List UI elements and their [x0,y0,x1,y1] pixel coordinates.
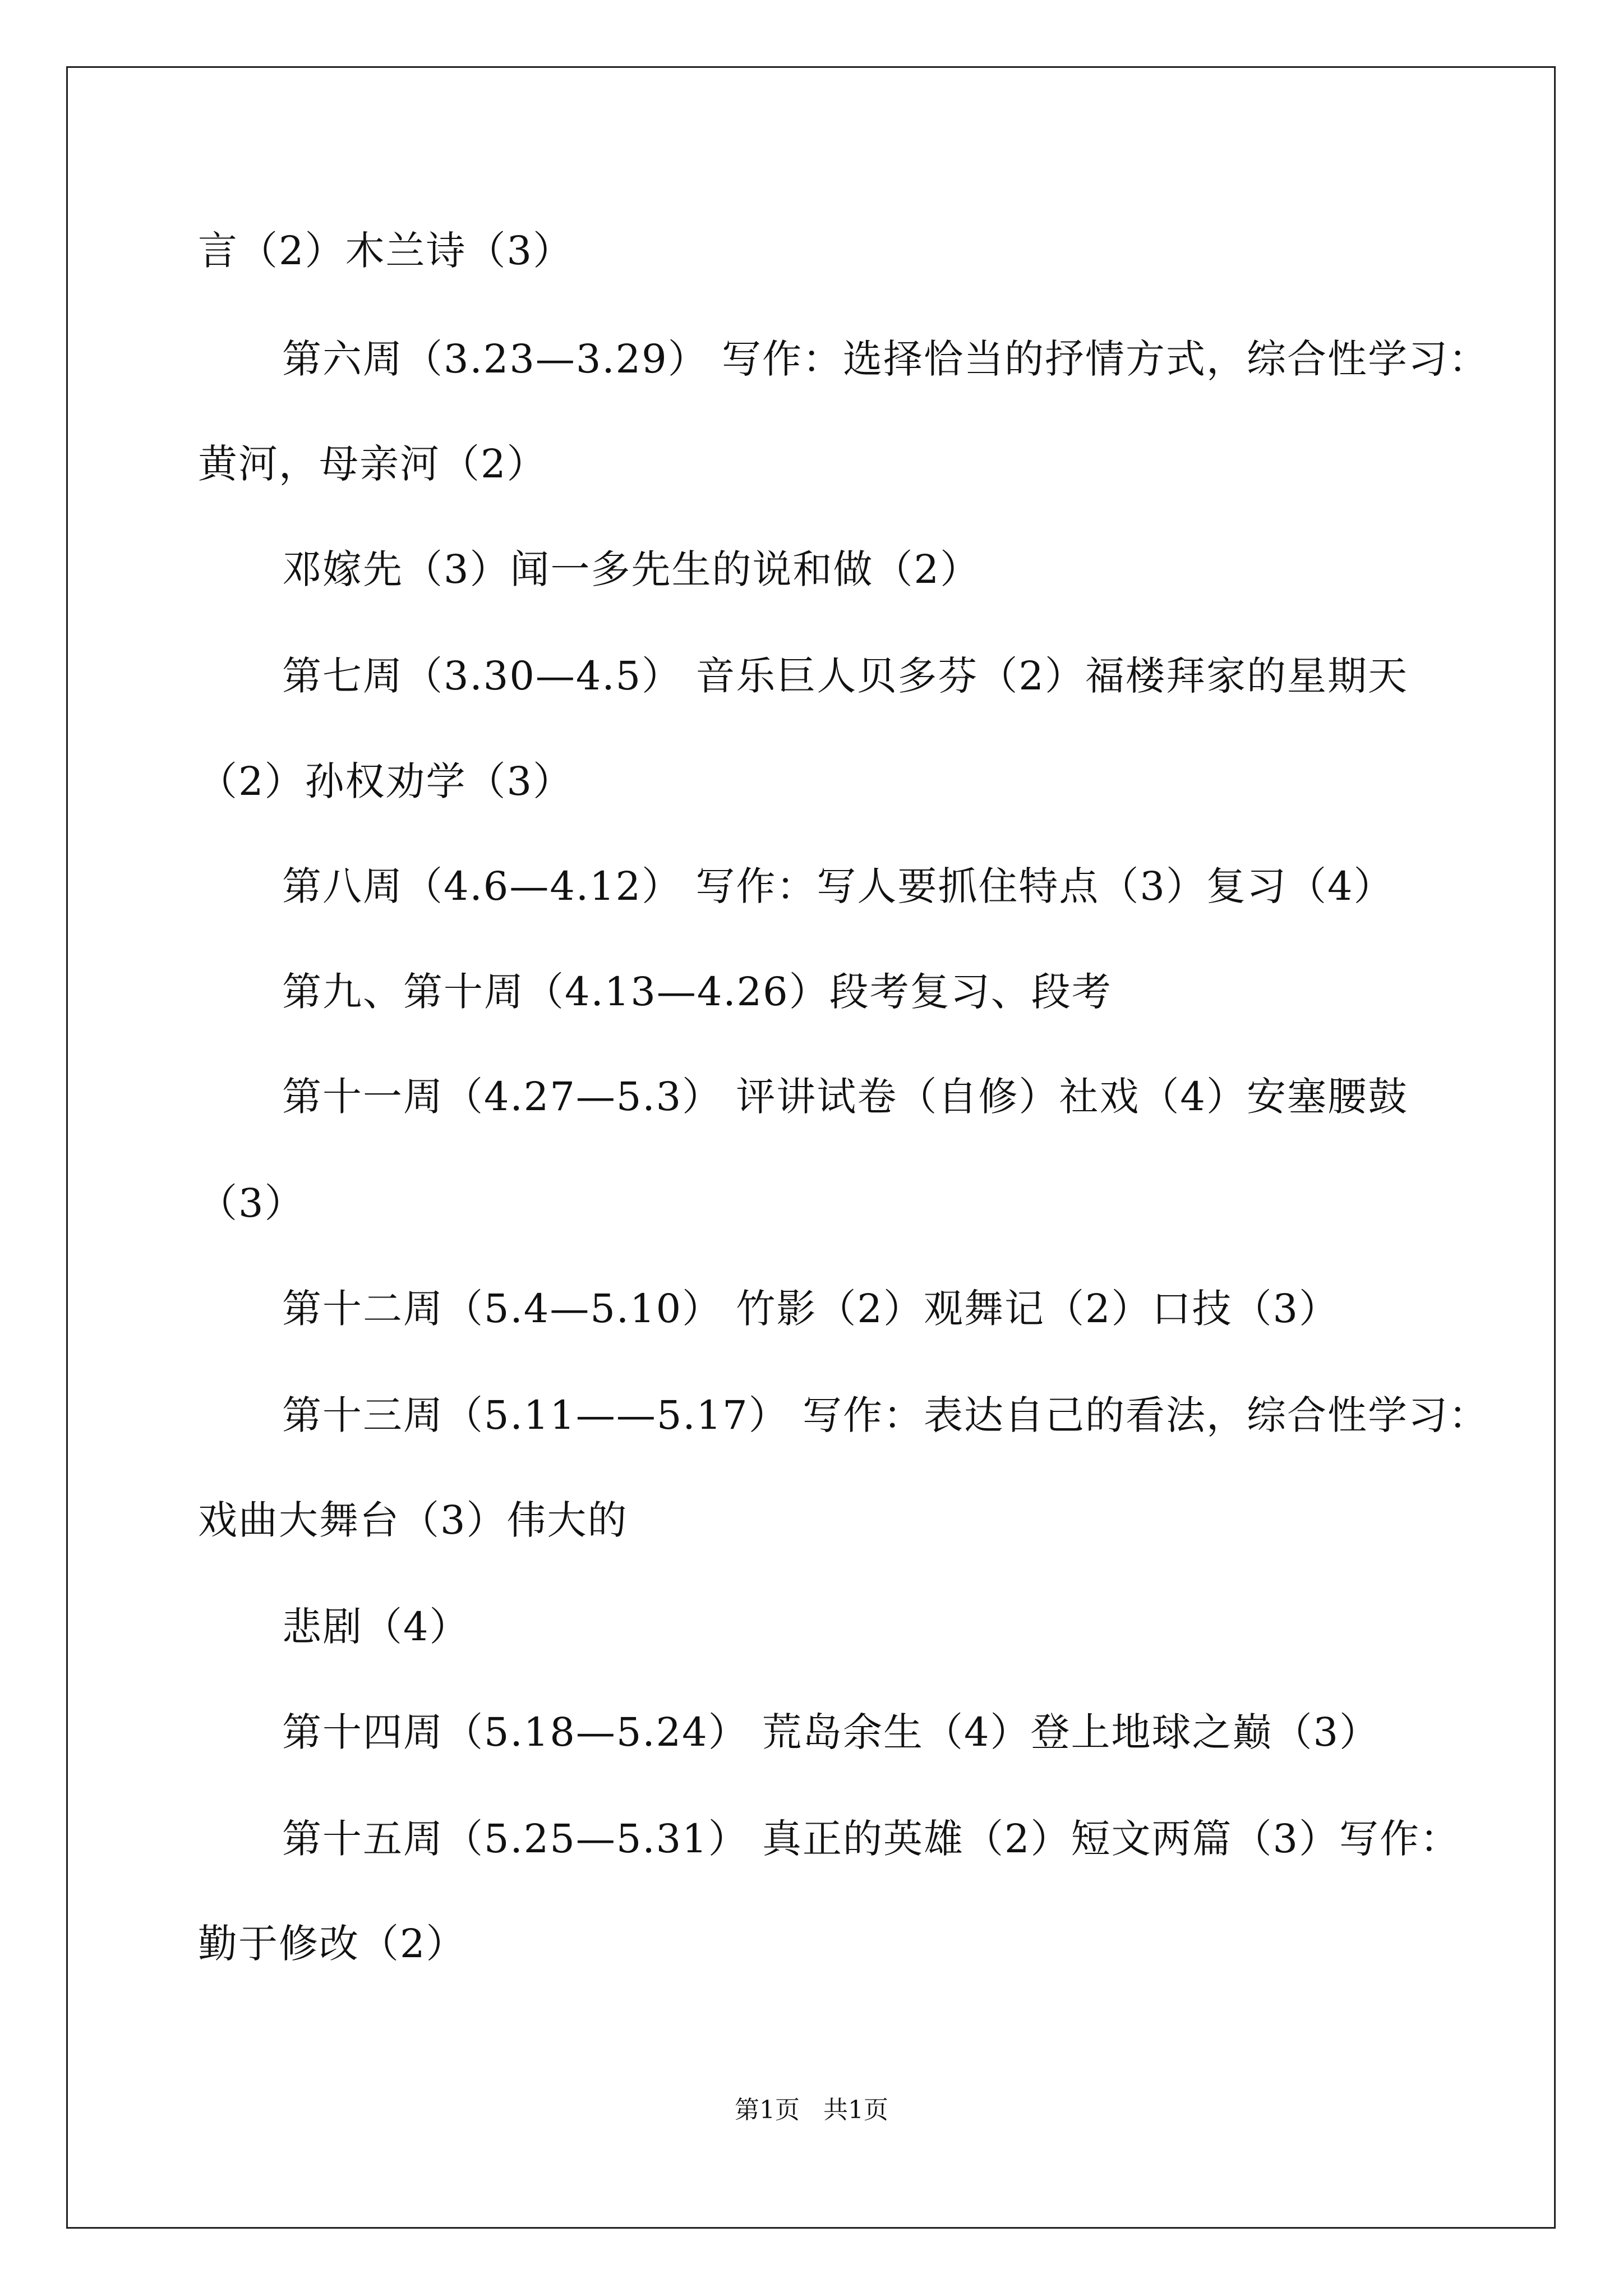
text-line: 邓嫁先（3）闻一多先生的说和做（2） [282,546,981,592]
text-line: 言（2）木兰诗（3） [198,228,574,274]
text-line: 第十三周（5.11——5.17） 写作：表达自己的看法，综合性学习： [282,1392,1489,1438]
text-line: 第十一周（4.27—5.3） 评讲试卷（自修）社戏（4）安塞腰鼓 [282,1074,1408,1120]
text-line: 第十五周（5.25—5.31） 真正的英雄（2）短文两篇（3）写作： [282,1816,1461,1862]
page-number-footer: 第1页 共1页 [735,2096,888,2124]
page-border [66,66,1556,2229]
text-line: 第八周（4.6—4.12） 写作：写人要抓住特点（3）复习（4） [282,863,1394,909]
text-line: 第七周（3.30—4.5） 音乐巨人贝多芬（2）福楼拜家的星期天 [282,653,1408,699]
text-line: 第六周（3.23—3.29） 写作：选择恰当的抒情方式，综合性学习： [282,336,1489,382]
text-line: （2）孙权劝学（3） [198,758,574,804]
text-line: 勤于修改（2） [198,1921,467,1967]
text-line: 第九、第十周（4.13—4.26）段考复习、段考 [282,969,1112,1015]
text-line: 戏曲大舞台（3）伟大的 [198,1497,628,1543]
text-line: 悲剧（4） [282,1604,470,1650]
text-line: 第十二周（5.4—5.10） 竹影（2）观舞记（2）口技（3） [282,1286,1340,1332]
text-line: （3） [198,1180,305,1226]
text-line: 第十四周（5.18—5.24） 荒岛余生（4）登上地球之巅（3） [282,1709,1380,1755]
text-line: 黄河，母亲河（2） [198,441,547,487]
